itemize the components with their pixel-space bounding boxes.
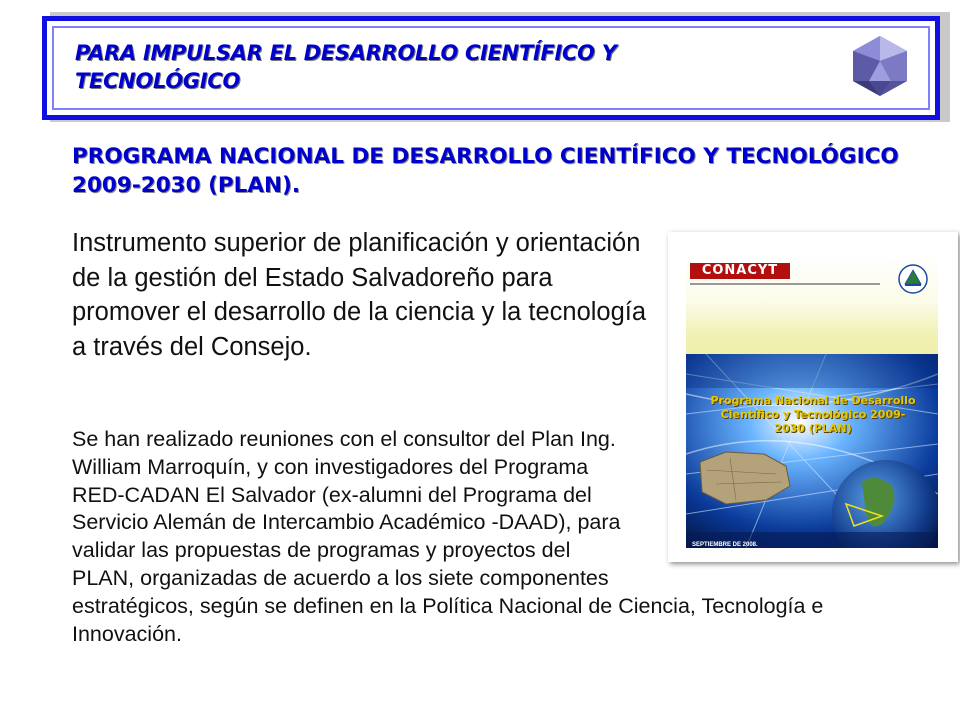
cover-page xyxy=(686,256,938,548)
gem-icon xyxy=(847,33,913,99)
plan-cover-image xyxy=(668,232,958,562)
national-seal-icon xyxy=(898,264,928,294)
intro-paragraph: Instrumento superior de planificación y orientación de la gestión del Estado Salvadoreño para promover el desarrollo de la ciencia y la tecnología a través del Consejo. xyxy=(72,229,647,361)
cover-artwork xyxy=(686,354,938,548)
header-title: PARA IMPULSAR EL DESARROLLO CIENTÍFICO Y TECNOLÓGICO xyxy=(75,41,617,93)
header-banner xyxy=(42,16,940,120)
cover-date: SEPTIEMBRE DE 2008. xyxy=(692,542,758,548)
logo-subtext-line xyxy=(690,282,880,287)
meetings-text: Se han realizado reuniones con el consultor del Plan Ing. William Marroquín, y con investigadores del Programa RED-CADAN El Salvador (ex-alumni del Programa del Servicio Alemán de Intercambio Académico -DAAD), para validar las propuestas de programas y proyectos del PLAN, organizadas de acuerdo a los siete componentes estratégicos, según se definen en la Política Nacional de Ciencia, Tecnología e Innovación. xyxy=(72,427,824,646)
conacyt-logo: CONACYT xyxy=(690,263,790,279)
logo-subtext-rule xyxy=(690,282,880,286)
cover-title: Programa Nacional de Desarrollo Científico y Tecnológico 2009-2030 (PLAN) xyxy=(710,394,916,435)
program-subtitle: PROGRAMA NACIONAL DE DESARROLLO CIENTÍFICO Y TECNOLÓGICO 2009-2030 (PLAN). xyxy=(72,144,899,198)
